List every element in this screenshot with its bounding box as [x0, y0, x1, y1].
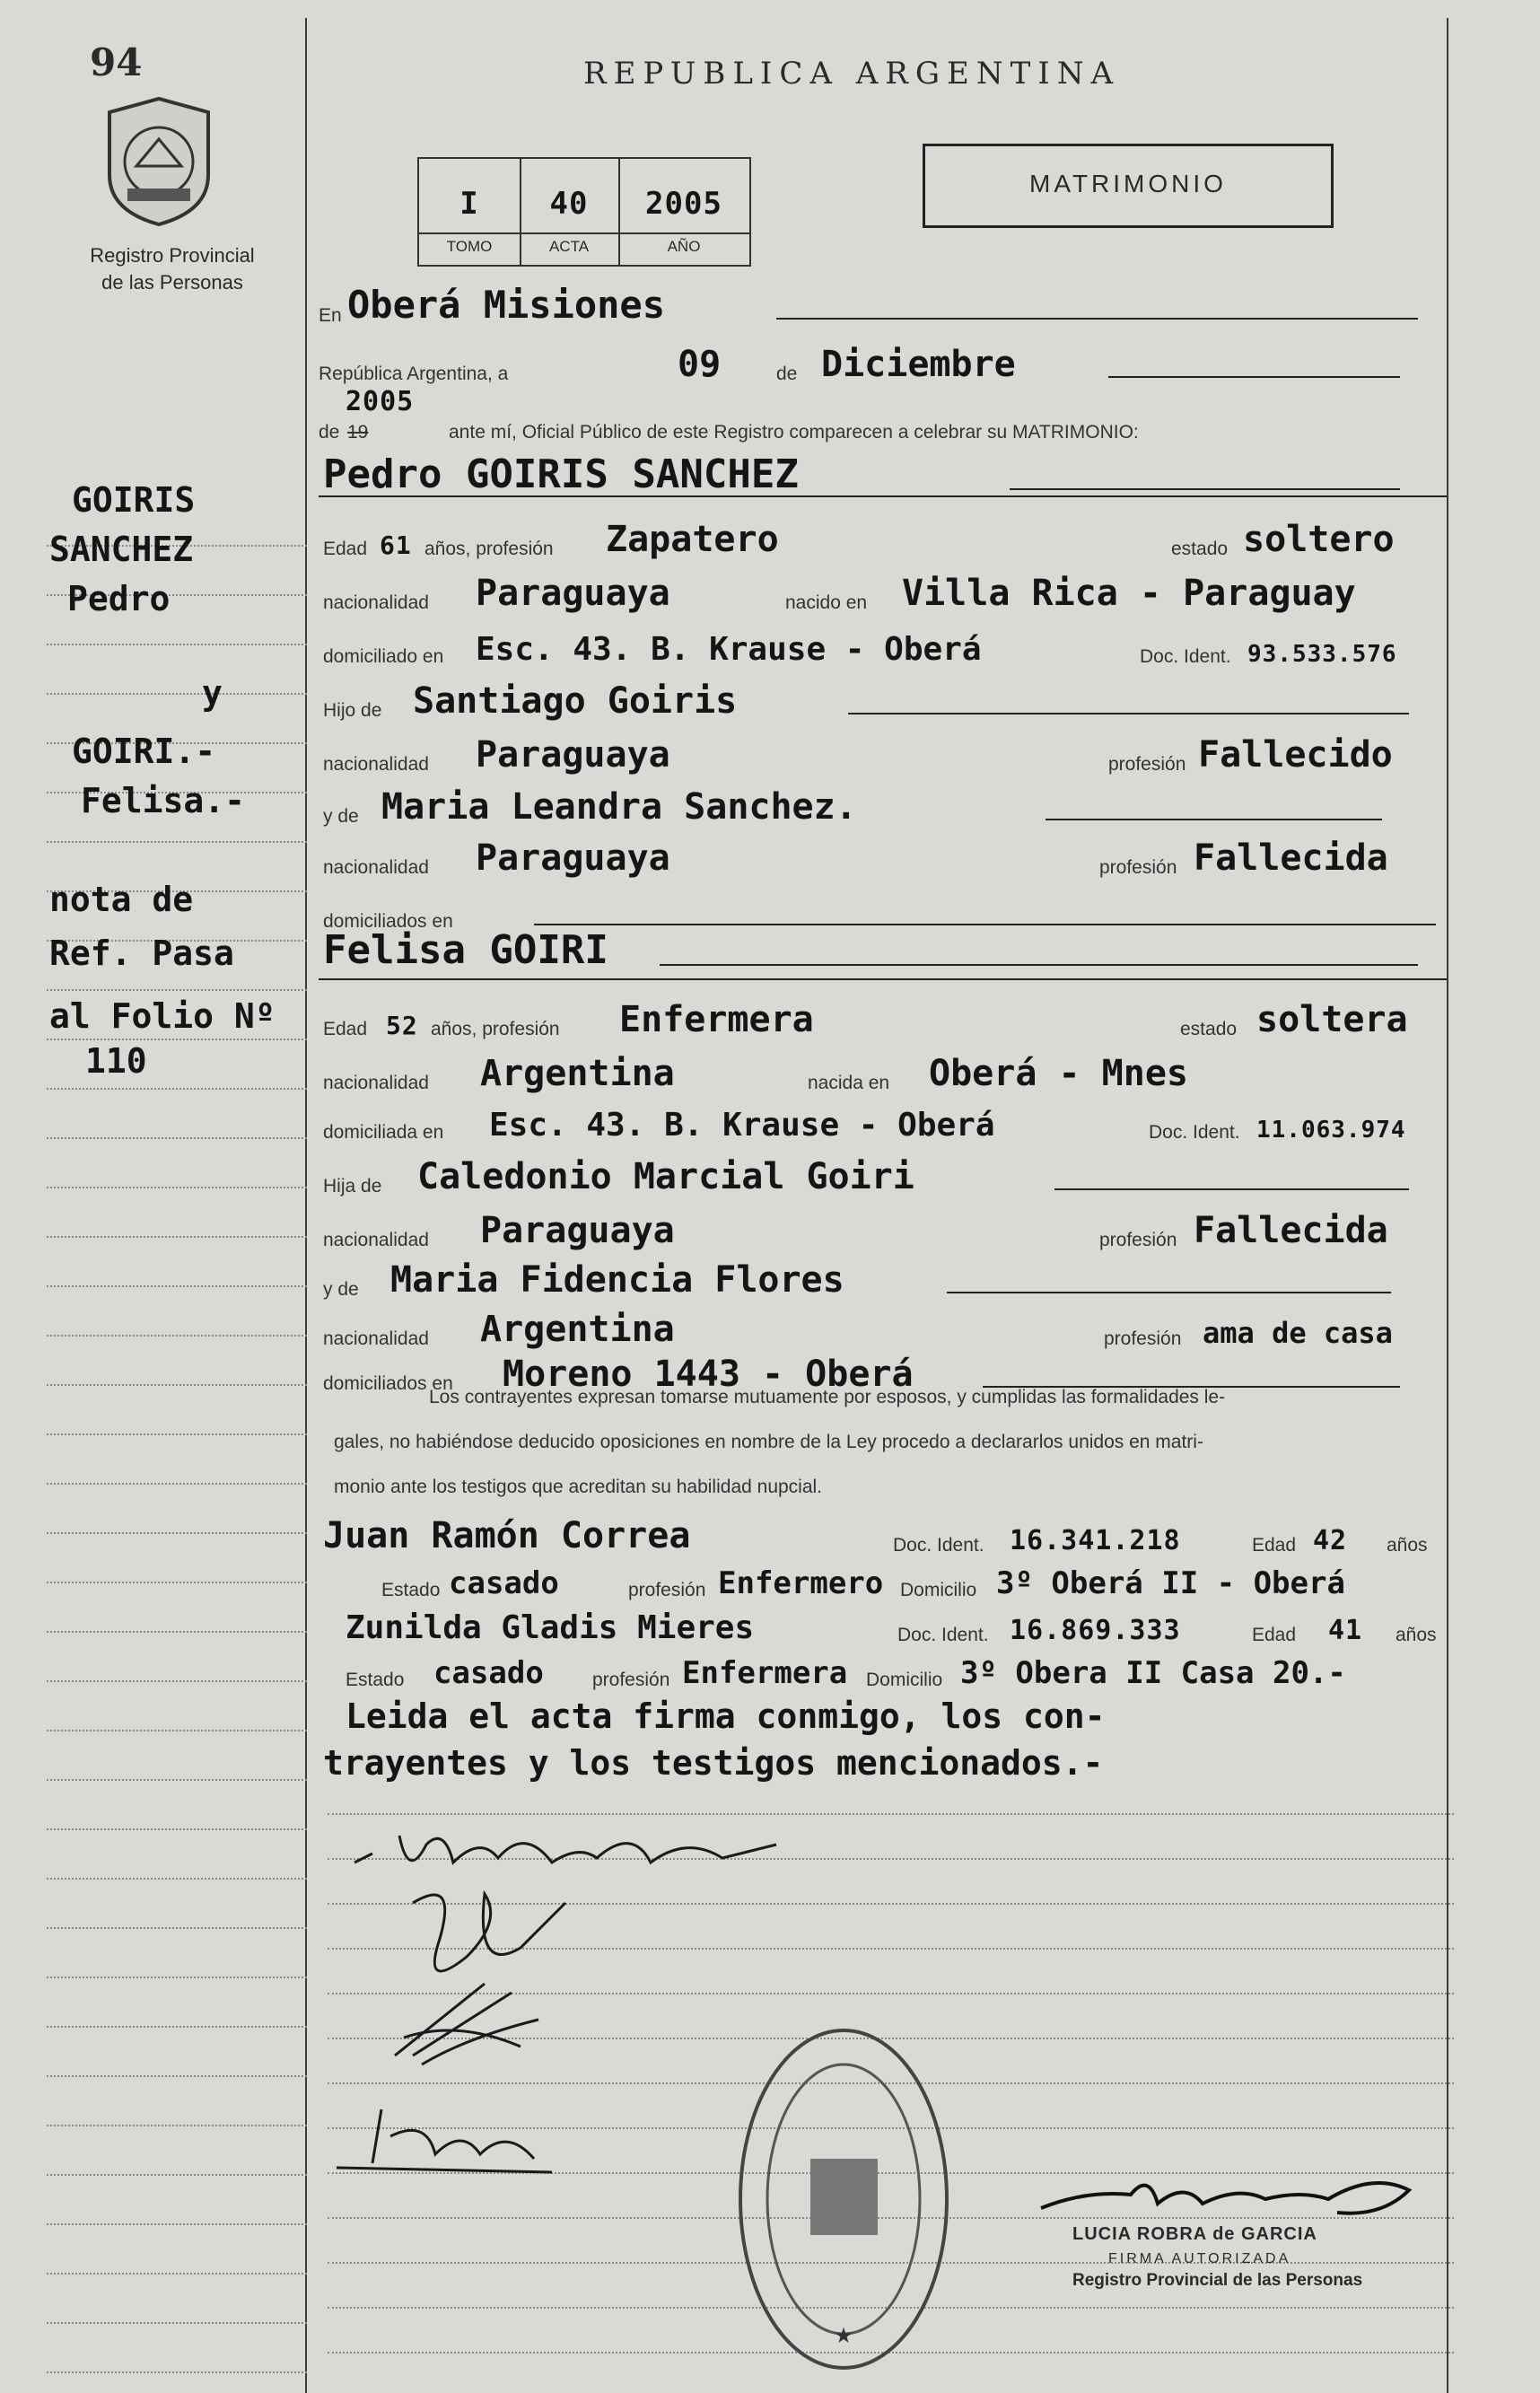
witness1-doc: 16.341.218 — [1010, 1525, 1181, 1556]
groom-mother-row: y de Maria Leandra Sanchez. — [319, 779, 1454, 833]
bride-mother-profession: ama de casa — [1203, 1316, 1393, 1350]
margin-note-line: GOIRIS — [72, 480, 196, 520]
closing-line1: Leida el acta firma conmigo, los con- — [346, 1696, 1106, 1736]
ante-text: ante mí, Oficial Público de este Registro comparecen a celebrar su MATRIMONIO: — [449, 422, 1139, 443]
groom-domicile: Esc. 43. B. Krause - Oberá — [476, 631, 982, 668]
bride-domicile-row: domiciliada en Esc. 43. B. Krause - Oberá Doc. Ident. 11.063.974 — [323, 1107, 1406, 1144]
witness1-detail-row: Estado casado profesión Enfermero Domicilio 3º Oberá II - Oberá — [381, 1565, 1345, 1601]
witness2-estado: casado — [433, 1655, 544, 1691]
groom-doc: 93.533.576 — [1247, 641, 1397, 668]
bride-father-nationality: Paraguaya — [480, 1210, 675, 1251]
bride-estado: soltera — [1256, 999, 1408, 1040]
ano-label: AÑO — [667, 238, 701, 255]
witness2-profession: Enfermera — [682, 1655, 848, 1691]
bride-domicile: Esc. 43. B. Krause - Oberá — [489, 1107, 995, 1144]
signature-official — [1032, 2154, 1427, 2231]
groom-father-nat-row: nacionalidad Paraguaya profesión Fallecido — [323, 734, 1393, 776]
bride-father-nat-row: nacionalidad Paraguaya profesión Fallecida — [323, 1210, 1388, 1251]
bride-birthplace: Oberá - Mnes — [929, 1053, 1188, 1094]
witness2-name: Zunilda Gladis Mieres — [346, 1609, 755, 1646]
bride-doc: 11.063.974 — [1256, 1117, 1406, 1144]
witness1-domicile: 3º Oberá II - Oberá — [996, 1565, 1345, 1601]
groom-name: Pedro GOIRIS SANCHEZ — [323, 451, 799, 497]
tomo-value: I — [459, 186, 479, 222]
witness1-estado: casado — [449, 1565, 559, 1601]
official-title: FIRMA AUTORIZADA — [1108, 2251, 1291, 2266]
witness1-age: 42 — [1313, 1525, 1348, 1556]
bride-nationality-row: nacionalidad Argentina nacida en Oberá - Mnes — [323, 1053, 1188, 1094]
bride-mother-nationality: Argentina — [480, 1309, 675, 1350]
bride-father-row: Hija de Caledonio Marcial Goiri — [319, 1149, 1454, 1203]
margin-note-line: Ref. Pasa — [49, 934, 234, 973]
country-title: REPUBLICA ARGENTINA — [583, 56, 1121, 92]
year-printed: 19 — [347, 422, 369, 443]
witness2-doc: 16.869.333 — [1010, 1615, 1181, 1646]
document-type-box — [923, 144, 1334, 228]
witness1-name: Juan Ramón Correa — [323, 1515, 691, 1556]
margin-note-line: nota de — [49, 880, 194, 919]
groom-age-row: Edad 61 años, profesión Zapatero estado soltero — [323, 519, 1395, 560]
registry-name-line2: de las Personas — [101, 271, 243, 294]
de2-label: de — [319, 422, 340, 443]
bride-name: Felisa GOIRI — [323, 927, 608, 973]
groom-name-row — [319, 449, 1454, 503]
bride-father: Caledonio Marcial Goiri — [417, 1156, 914, 1197]
groom-nationality-row: nacionalidad Paraguaya nacido en Villa Rica - Paraguay — [323, 573, 1356, 614]
groom-father-row: Hijo de Santiago Goiris — [319, 673, 1454, 727]
en-label: En — [319, 305, 342, 326]
provincial-seal-icon — [101, 94, 217, 229]
bride-mother-nat-row: nacionalidad Argentina profesión ama de casa — [323, 1309, 1393, 1350]
official-name: LUCIA ROBRA de GARCIA — [1072, 2224, 1317, 2244]
bride-age: 52 — [386, 1011, 418, 1040]
groom-mother-nat-row: nacionalidad Paraguaya profesión Fallecida — [323, 837, 1388, 879]
intro-date-row — [319, 337, 1454, 390]
bride-father-profession: Fallecida — [1194, 1210, 1388, 1251]
witness2-age: 41 — [1328, 1615, 1363, 1646]
marriage-year-written: 2005 — [346, 386, 415, 417]
closing-line2: trayentes y los testigos mencionados.- — [323, 1743, 1104, 1783]
bride-age-row: Edad 52 años, profesión Enfermera estado soltera — [323, 999, 1408, 1040]
margin-note-line: GOIRI.- — [72, 732, 216, 771]
closing-line1-row — [319, 1687, 1454, 1741]
groom-age: 61 — [380, 530, 412, 560]
groom-profession: Zapatero — [606, 519, 779, 560]
signature-witness2 — [328, 2091, 579, 2195]
ano-value: 2005 — [645, 186, 722, 222]
bride-mother-row: y de Maria Fidencia Flores — [319, 1252, 1454, 1306]
signature-witness1 — [377, 1966, 556, 2078]
acta-value: 40 — [549, 186, 589, 222]
groom-domicile-row: domiciliado en Esc. 43. B. Krause - Oberá Doc. Ident. 93.533.576 — [323, 631, 1397, 668]
closing-line2-row — [319, 1734, 1454, 1788]
page-number: 94 — [90, 40, 143, 84]
intro-place-row — [319, 278, 1454, 332]
marriage-place: Oberá Misiones — [347, 283, 666, 327]
de-label: de — [776, 364, 798, 384]
margin-note-line: Pedro — [67, 579, 171, 618]
margin-note-line: Felisa.- — [81, 781, 246, 820]
bride-mother: Maria Fidencia Flores — [390, 1259, 844, 1301]
bride-name-row — [319, 925, 1454, 978]
witness2-domicile: 3º Obera II Casa 20.- — [960, 1655, 1346, 1691]
margin-note-line: 110 — [85, 1041, 147, 1081]
bride-parents-domicile: Moreno 1443 - Oberá — [503, 1354, 914, 1395]
document-type: MATRIMONIO — [1029, 170, 1227, 197]
groom-father-profession: Fallecido — [1198, 734, 1393, 776]
bride-parents-domicile-row: domiciliados en Moreno 1443 - Oberá — [319, 1346, 1454, 1400]
groom-mother: Maria Leandra Sanchez. — [381, 786, 857, 828]
registry-name-line1: Registro Provincial — [90, 244, 255, 267]
groom-father: Santiago Goiris — [413, 680, 738, 722]
bride-profession: Enfermera — [619, 999, 814, 1040]
statement-line1: Los contrayentes expresan tomarse mutuamente por esposos, y cumplidas las formalidades le- — [429, 1387, 1226, 1407]
statement-line2: gales, no habiéndose deducido oposiciones en nombre de la Ley procedo a declararlos unidos en matri- — [334, 1432, 1203, 1452]
statement-line3: monio ante los testigos que acreditan su habilidad nupcial. — [334, 1477, 823, 1497]
official-org: Registro Provincial de las Personas — [1072, 2271, 1363, 2290]
witness1-row: Juan Ramón Correa Doc. Ident. 16.341.218 Edad 42 años — [323, 1515, 1428, 1556]
witness2-row: Zunilda Gladis Mieres Doc. Ident. 16.869.333 Edad 41 años — [346, 1609, 1437, 1646]
groom-estado: soltero — [1243, 519, 1395, 560]
marriage-day: 09 — [678, 344, 722, 385]
groom-mother-nationality: Paraguaya — [476, 837, 670, 879]
tomo-label: TOMO — [446, 238, 493, 255]
tome-box — [417, 157, 751, 267]
groom-nationality: Paraguaya — [476, 573, 670, 614]
groom-parents-domicile-row: domiciliados en — [319, 884, 1454, 938]
republica-label: República Argentina, a — [319, 364, 509, 384]
margin-note-line: y — [202, 673, 223, 713]
intro-ante-row — [319, 395, 1454, 449]
groom-father-nationality: Paraguaya — [476, 734, 670, 776]
groom-mother-profession: Fallecida — [1194, 837, 1388, 879]
marriage-month: Diciembre — [821, 344, 1016, 385]
svg-text:★: ★ — [834, 2323, 853, 2348]
witness2-detail-row: Estado casado profesión Enfermera Domicilio 3º Obera II Casa 20.- — [346, 1655, 1346, 1691]
bride-nationality: Argentina — [480, 1053, 675, 1094]
margin-note-line: SANCHEZ — [49, 530, 194, 569]
groom-birthplace: Villa Rica - Paraguay — [902, 573, 1356, 614]
margin-note-line: al Folio Nº — [49, 996, 276, 1036]
registry-round-stamp-icon — [734, 2024, 954, 2379]
acta-label: ACTA — [548, 238, 590, 255]
witness1-profession: Enfermero — [718, 1565, 884, 1601]
